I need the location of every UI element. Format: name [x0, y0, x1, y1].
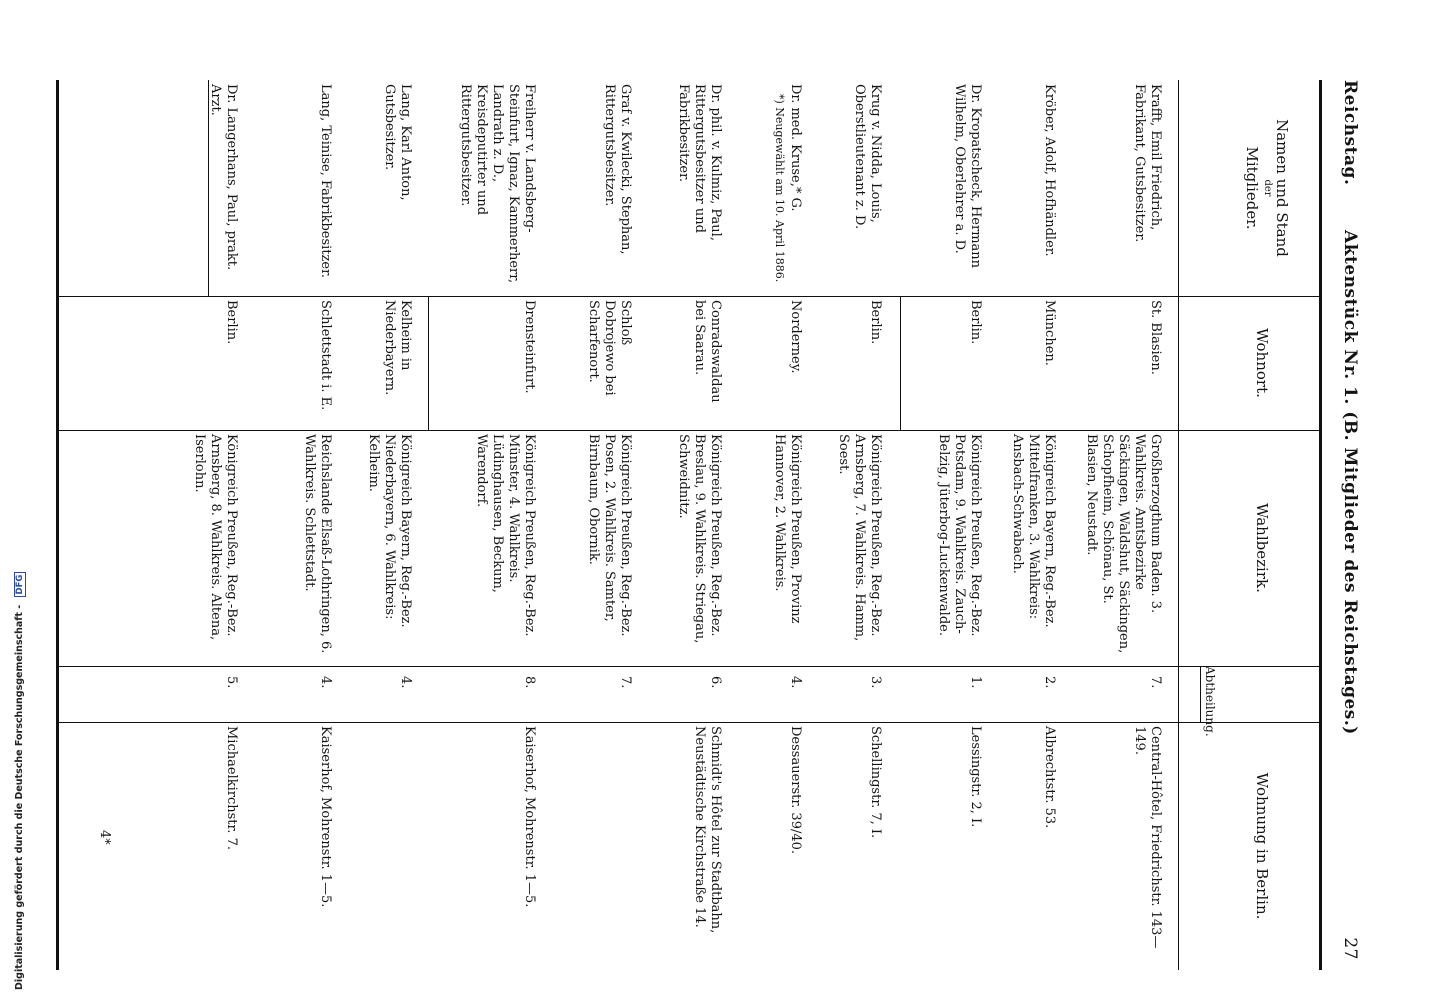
- member-district: Königreich Preußen, Reg.-Bez. Posen, 2. Wahlkreis. Samter, Birnbaum, Obornik.: [586, 434, 633, 637]
- column-divider: [59, 296, 1319, 297]
- member-residence: Schlettstadt i. E.: [318, 300, 333, 411]
- column-header-name: [1179, 80, 1319, 296]
- member-address: Kaiserhof, Mohrenstr. 1—5.: [318, 726, 333, 908]
- column-header-residence: Wohnort.: [1253, 328, 1271, 398]
- member-residence: Berlin.: [224, 300, 239, 345]
- digitization-credit: [0, 0, 25, 1000]
- member-name: Dr. Langerhans, Paul, prakt. Arzt.: [208, 84, 239, 271]
- member-footnote: *) Neugewählt am 10. April 1886.: [773, 94, 786, 283]
- member-district: Königreich Bayern, Reg.-Bez. Niederbayern, 6. Wahlkreis: Kelheim.: [366, 434, 413, 628]
- running-head-center-title: Aktenstück Nr. 1. (B. Mitglieder des Reichstages.): [1340, 230, 1360, 735]
- member-division: 1.: [968, 676, 983, 689]
- member-residence: St. Blasien.: [1148, 300, 1163, 375]
- column-header-division: Abtheilung.: [1203, 666, 1217, 737]
- column-header-address: Wohnung in Berlin.: [1253, 772, 1271, 920]
- row-rule: [900, 296, 901, 430]
- member-division: 4.: [398, 676, 413, 689]
- member-residence: München.: [1042, 300, 1057, 366]
- member-name: Freiherr v. Landsberg-Steinfurt, Ignaz, Kammerherr, Landrath z. D., Kreisdeputirter und Rittergutsbesitzer.: [458, 84, 537, 284]
- member-name: Dr. med. Kruse,* G.: [788, 84, 803, 212]
- member-name: Kröber, Adolf, Hofhändler.: [1042, 84, 1057, 257]
- column-header-name-line3: Mitglieder.: [1243, 146, 1261, 230]
- member-name: Dr. Kropatscheck, Hermann Wilhelm, Oberlehrer a. D.: [952, 84, 983, 269]
- member-address: Albrechtstr. 53.: [1042, 726, 1057, 829]
- member-district: Königreich Preußen, Reg.-Bez. Breslau, 9. Wahlkreis. Striegau, Schweidnitz.: [676, 434, 723, 644]
- member-division: 5.: [224, 676, 239, 689]
- member-address: Lessingstr. 2, I.: [968, 726, 983, 828]
- member-residence: Berlin.: [868, 300, 883, 345]
- member-division: 7.: [618, 676, 633, 689]
- column-header-name-line2: der: [1262, 179, 1273, 197]
- member-address: Kaiserhof, Mohrenstr. 1—5.: [522, 726, 537, 908]
- member-district: Königreich Preußen, Reg.-Bez. Arnsberg, 8. Wahlkreis. Altena, Iserlohn.: [192, 434, 239, 641]
- member-name-block: [771, 80, 803, 290]
- member-name: Krafft, Emil Friedrich, Fabrikant, Gutsbesitzer.: [1132, 84, 1163, 243]
- member-name: Lang, Teinise, Fabrikbesitzer.: [318, 84, 333, 279]
- row-rule: [428, 296, 429, 430]
- members-table: [56, 80, 1322, 970]
- digitization-credit-label: Digitalisierung gefördert durch die Deutsche Forschungsgemeinschaft -: [14, 604, 25, 990]
- member-district: Königreich Bayern, Reg.-Bez. Mittelfranken, 3. Wahlkreis: Ansbach-Schwabach.: [1010, 434, 1057, 628]
- member-division: 7.: [1148, 676, 1163, 689]
- member-name: Lang, Karl Anton, Gutsbesitzer.: [382, 84, 413, 201]
- member-residence: Berlin.: [968, 300, 983, 345]
- member-residence: Conradswaldau bei Saarau.: [692, 300, 723, 403]
- member-residence: Kelheim in Niederbayern.: [382, 300, 413, 396]
- member-district: Königreich Preußen, Reg.-Bez. Münster, 4. Wahlkreis. Lüdinghausen, Beckum, Warendorf.: [474, 434, 537, 637]
- member-address: Schellingstr. 7, I.: [868, 726, 883, 839]
- column-header-district: Wahlbezirk.: [1253, 503, 1271, 593]
- page-number: 27: [1340, 937, 1360, 960]
- member-district: Königreich Preußen, Reg.-Bez. Arnsberg, 7. Wahlkreis. Hamm, Soest.: [836, 434, 883, 642]
- column-divider: [59, 666, 1319, 667]
- member-district: Großherzogthum Baden. 3. Wahlkreis. Amtsbezirke Säckingen, Waldshut, Säckingen, Schopfheim, Schönau, St. Blasien, Neustadt.: [1084, 434, 1163, 654]
- member-address: Schmidt's Hôtel zur Stadtbahn, Neustädtische Kirchstraße 14.: [692, 726, 723, 934]
- member-division: 4.: [318, 676, 333, 689]
- member-name: Dr. phil. v. Kulmiz, Paul, Rittergutsbesitzer und Fabrikbesitzer.: [676, 84, 723, 241]
- member-division: 8.: [522, 676, 537, 689]
- member-district: Königreich Preußen, Reg.-Bez. Potsdam, 9. Wahlkreis. Zauch-Belzig, Jüterbog-Luckenwalde.: [936, 434, 983, 637]
- member-name: Graf v. Kwilecki, Stephan, Rittergutsbesitzer.: [602, 84, 633, 255]
- member-district: Reichslande Elsaß-Lothringen, 6. Wahlkreis. Schlettstadt.: [302, 434, 333, 654]
- division-header-rule: [1200, 666, 1201, 722]
- dfg-logo: DFG: [14, 572, 26, 598]
- member-division: 6.: [708, 676, 723, 689]
- member-division: 4.: [788, 676, 803, 689]
- running-head: [1330, 80, 1360, 960]
- member-district: Königreich Preußen, Provinz Hannover, 2. Wahlkreis.: [772, 434, 803, 624]
- member-residence: Norderney.: [788, 300, 803, 374]
- member-address: Michaelkirchstr. 7.: [224, 726, 239, 850]
- column-header-name-line1: Namen und Stand: [1273, 119, 1291, 257]
- signature-mark: 4*: [97, 830, 112, 845]
- member-address: Central-Hôtel, Friedrichstr. 143—149.: [1132, 726, 1163, 949]
- member-division: 3.: [868, 676, 883, 689]
- member-division: 2.: [1042, 676, 1057, 689]
- member-residence: Drensteinfurt.: [522, 300, 537, 394]
- running-head-left-title: Reichstag.: [1340, 80, 1360, 186]
- member-residence: Schloß Dobrojewo bei Scharfenort.: [586, 300, 633, 396]
- column-divider: [59, 722, 1319, 723]
- member-name: Krug v. Nidda, Louis, Oberstlieutenant z. D.: [852, 84, 883, 230]
- member-address: Dessauerstr. 39/40.: [788, 726, 803, 855]
- digitization-credit-text: [14, 572, 26, 990]
- table-header-row: [1178, 80, 1319, 970]
